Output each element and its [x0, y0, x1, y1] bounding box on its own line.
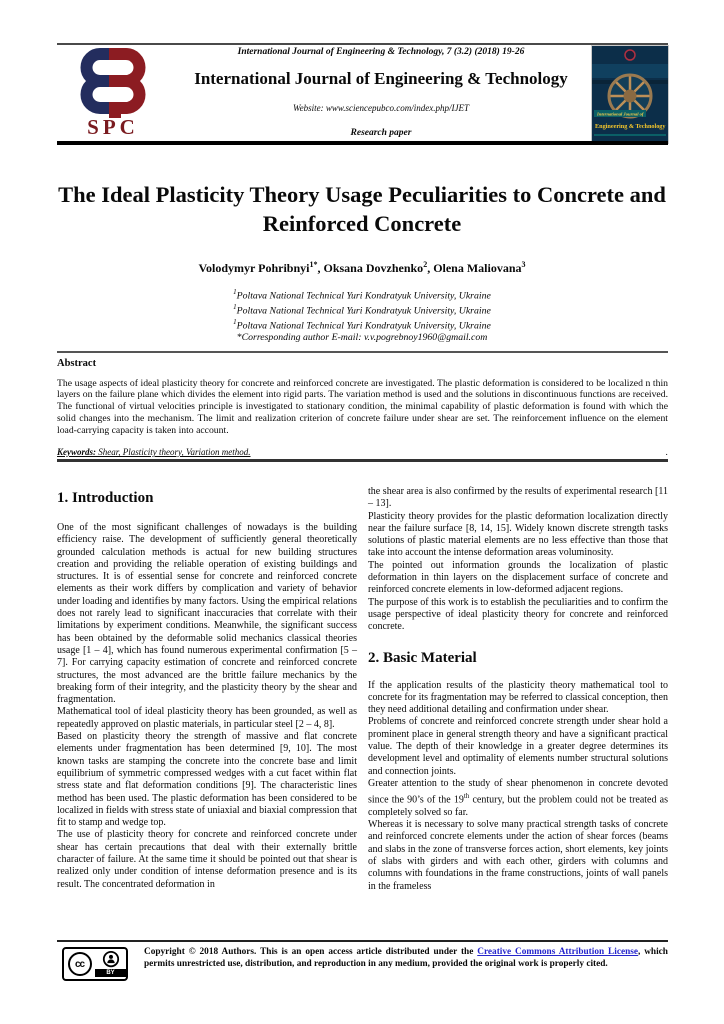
right-column — [368, 486, 668, 893]
affiliation-superscript: 1 — [233, 288, 237, 296]
keywords-row — [57, 447, 668, 457]
section-heading-introduction: 1. Introduction — [57, 490, 154, 506]
affiliations-block — [0, 287, 724, 343]
author-3-superscript: 3 — [521, 260, 526, 269]
spc-publisher-logo — [57, 46, 169, 138]
keywords-label: Keywords: — [57, 447, 96, 458]
body-paragraph — [368, 778, 668, 819]
header-center — [175, 47, 587, 138]
author-separator: , — [427, 261, 434, 275]
creative-commons-license-link[interactable]: Creative Commons Attribution License — [477, 947, 638, 957]
author-1: Volodymyr Pohribnyi — [198, 261, 310, 275]
author-2-superscript: 2 — [423, 260, 428, 269]
journal-title: International Journal of Engineering & Technology — [194, 69, 568, 88]
affiliation-superscript: 1 — [233, 302, 237, 311]
body-paragraph: The use of plasticity theory for concrete and reinforced concrete under shear has certain precautions that deal with their externally brittle character of failure. At the same time it should be pointed out that shear is realized only under condition of intense deformation presence and is its result. The concentrated deformation in — [57, 829, 357, 890]
author-2: Oksana Dovzhenko — [323, 261, 424, 275]
body-paragraph: Mathematical tool of ideal plasticity theory has been grounded, as well as repeatedly approved on plastic materials, in particular steel [2 – 4, 8]. — [57, 706, 357, 730]
copyright-text: Copyright © 2018 Authors. This is an open access article distributed under the — [144, 947, 478, 957]
by-icon — [95, 949, 126, 979]
body-paragraph: Based on plasticity theory the strength of massive and flat concrete elements under fragmentation has been determined [9, 10]. The most known tasks are stamping the concrete into the concrete base and limit equilibrium of symmetric compressed wedges with a cut facet within flat stress state and flat deformation conditions [9]. The characteristic lines method has been used. The plastic deformation has been considered to be localized in fields with stress state of uniaxial and biaxial compression that fit to stamp and wedge top. — [57, 731, 357, 829]
keywords-trailing-mark: . — [665, 447, 668, 458]
journal-cover-thumbnail — [592, 46, 668, 143]
affiliation-superscript: 1 — [233, 317, 237, 326]
journal-citation: International Journal of Engineering & Technology, 7 (3.2) (2018) 19-26 — [237, 47, 525, 57]
section-heading-basic-material: 2. Basic Material — [368, 649, 477, 666]
affiliation-line — [0, 302, 724, 317]
cc-by-license-badge — [62, 947, 128, 981]
keywords-text: Shear, Plasticity theory, Variation method. — [96, 447, 251, 458]
affiliation-text: Poltava National Technical Yuri Kondratyuk University, Ukraine — [236, 305, 491, 317]
article-title: The Ideal Plasticity Theory Usage Peculiarities to Concrete and Reinforced Concrete — [58, 182, 666, 236]
paper-type-label: Research paper — [350, 128, 412, 138]
abstract-heading: Abstract — [57, 357, 97, 369]
footer — [62, 947, 668, 981]
person-icon — [102, 951, 120, 969]
body-paragraph: Plasticity theory provides for the plastic deformation localization directly near the failure surface [8, 14, 15]. Widely known discrete strength tasks solutions of plastic material elements are no less effective than those that take into account the intense deformation areas voluminosity. — [368, 510, 668, 559]
journal-cover-image — [592, 46, 668, 143]
body-paragraph: The purpose of this work is to establish the peculiarities and to confirm the usage perspective of ideal plasticity theory for concrete and reinforced concrete. — [368, 596, 668, 633]
paragraph-text: Greater attention to the study of shear phenomenon in concrete devoted since the 90’s of the 19 — [368, 777, 668, 806]
affiliation-text: Poltava National Technical Yuri Kondratyuk University, Ukraine — [236, 319, 491, 331]
footer-rule — [57, 940, 668, 942]
author-3: Olena Maliovana — [433, 261, 522, 275]
spc-logo-icon — [63, 46, 163, 118]
body-paragraph: Whereas it is necessary to solve many practical strength tasks of concrete and reinforced concrete elements under the action of shear forces (beams and slabs in the zone of transverse forces action, short elements, key joints of slabs with girders and with each other, girders with columns and columns with foundations in the frame constructions, joints of wall panels in the frameless — [368, 819, 668, 892]
left-column — [57, 486, 357, 893]
abstract-bottom-rule — [57, 459, 668, 462]
abstract-text: The usage aspects of ideal plasticity theory for concrete and reinforced concrete are investigated. The plastic deformation is considered to be localized n thin layers on the failure plane which divides the element into rigid parts. The variation method is used and the solutions in discontinuous functions are received. The functional of virtual velocities principle is investigated to stationary condition, the minimal capability of plastic deformation is found with which the solid changes into the mechanism. The limit and realization criterion of concrete failure under shear are set. The reinforcement influence on the element load-carrying capacity is taken into account. — [57, 377, 668, 437]
copyright-text: , which permits unrestricted use, distribution, and reproduction in any medium, provided the original work is properly cited. — [144, 947, 668, 969]
paragraph-text: century, but the problem could not be treated as completely solved so far. — [368, 794, 669, 818]
author-separator: , — [317, 261, 324, 275]
cc-circle-icon: cc — [68, 952, 92, 976]
affiliation-line — [0, 317, 724, 332]
body-paragraph: Problems of concrete and reinforced concrete strength under shear hold a prominent place in general strength theory and have a significant practical value. The depth of their knowledge in a greater degree determines its development level and optimality of elements number structural solutions and connection joints. — [368, 716, 668, 777]
spc-logo-text: SPC — [87, 115, 139, 139]
body-paragraph: The pointed out information grounds the localization of plastic deformation in thin layers on the displacement surface of concrete and reinforced concrete elements in low-deformed adjacent regions. — [368, 559, 668, 596]
body-paragraph: One of the most significant challenges of nowadays is the building efficiency raise. The development of sufficiently general theoretically grounded calculation methods is actual for new building structures creation and providing the reliable operation of existing buildings and structures. It is of essential sense for concrete and reinforced concrete elements as their work differs by complication and variety of behavior under loading and identifies by many factors. Using the empirical relations does not rarely lead to significant inaccuracies that correlate with their limitations by experiment conditions. Meanwhile, the significant success has been obtained by the deformable solid mechanics classical theories usage [1 – 4], which has found numerous experimental confirmation [5 – 7]. For carrying capacity estimation of concrete and reinforced concrete structures, the most advanced are the brittle failure mechanics by the breaking form of their integrity, and the plasticity theory by the shear and fragmentation. — [57, 522, 357, 706]
corresponding-author-line: *Corresponding author E-mail: v.v.pogrebnoy1960@gmail.com — [236, 331, 488, 343]
header-bottom-rule — [57, 141, 668, 145]
body-paragraph: If the application results of the plasticity theory mathematical tool to concrete for its fragmentation may be referred to classical conception, then they need additional detailing and confirmation under shear. — [368, 679, 668, 716]
affiliation-text: Poltava National Technical Yuri Kondratyuk University, Ukraine — [236, 290, 491, 302]
ordinal-superscript: th — [463, 792, 470, 801]
body-columns — [57, 486, 668, 893]
copyright-notice — [144, 947, 668, 981]
authors-line — [0, 260, 724, 276]
author-1-superscript: 1* — [309, 260, 318, 269]
body-paragraph: the shear area is also confirmed by the results of experimental research [11 – 13]. — [368, 486, 668, 510]
keywords-line — [57, 447, 251, 457]
abstract-section — [57, 351, 668, 462]
affiliation-line — [0, 287, 724, 302]
header-top-rule — [57, 43, 668, 45]
abstract-top-rule — [57, 351, 668, 353]
cc-icon — [64, 949, 95, 979]
cover-title-line2: Engineering & Technology — [595, 123, 666, 130]
cover-title-line1: International Journal of — [597, 111, 644, 117]
cc-by-label: BY — [95, 969, 126, 977]
journal-website-url: Website: www.sciencepubco.com/index.php/IJET — [293, 103, 469, 113]
